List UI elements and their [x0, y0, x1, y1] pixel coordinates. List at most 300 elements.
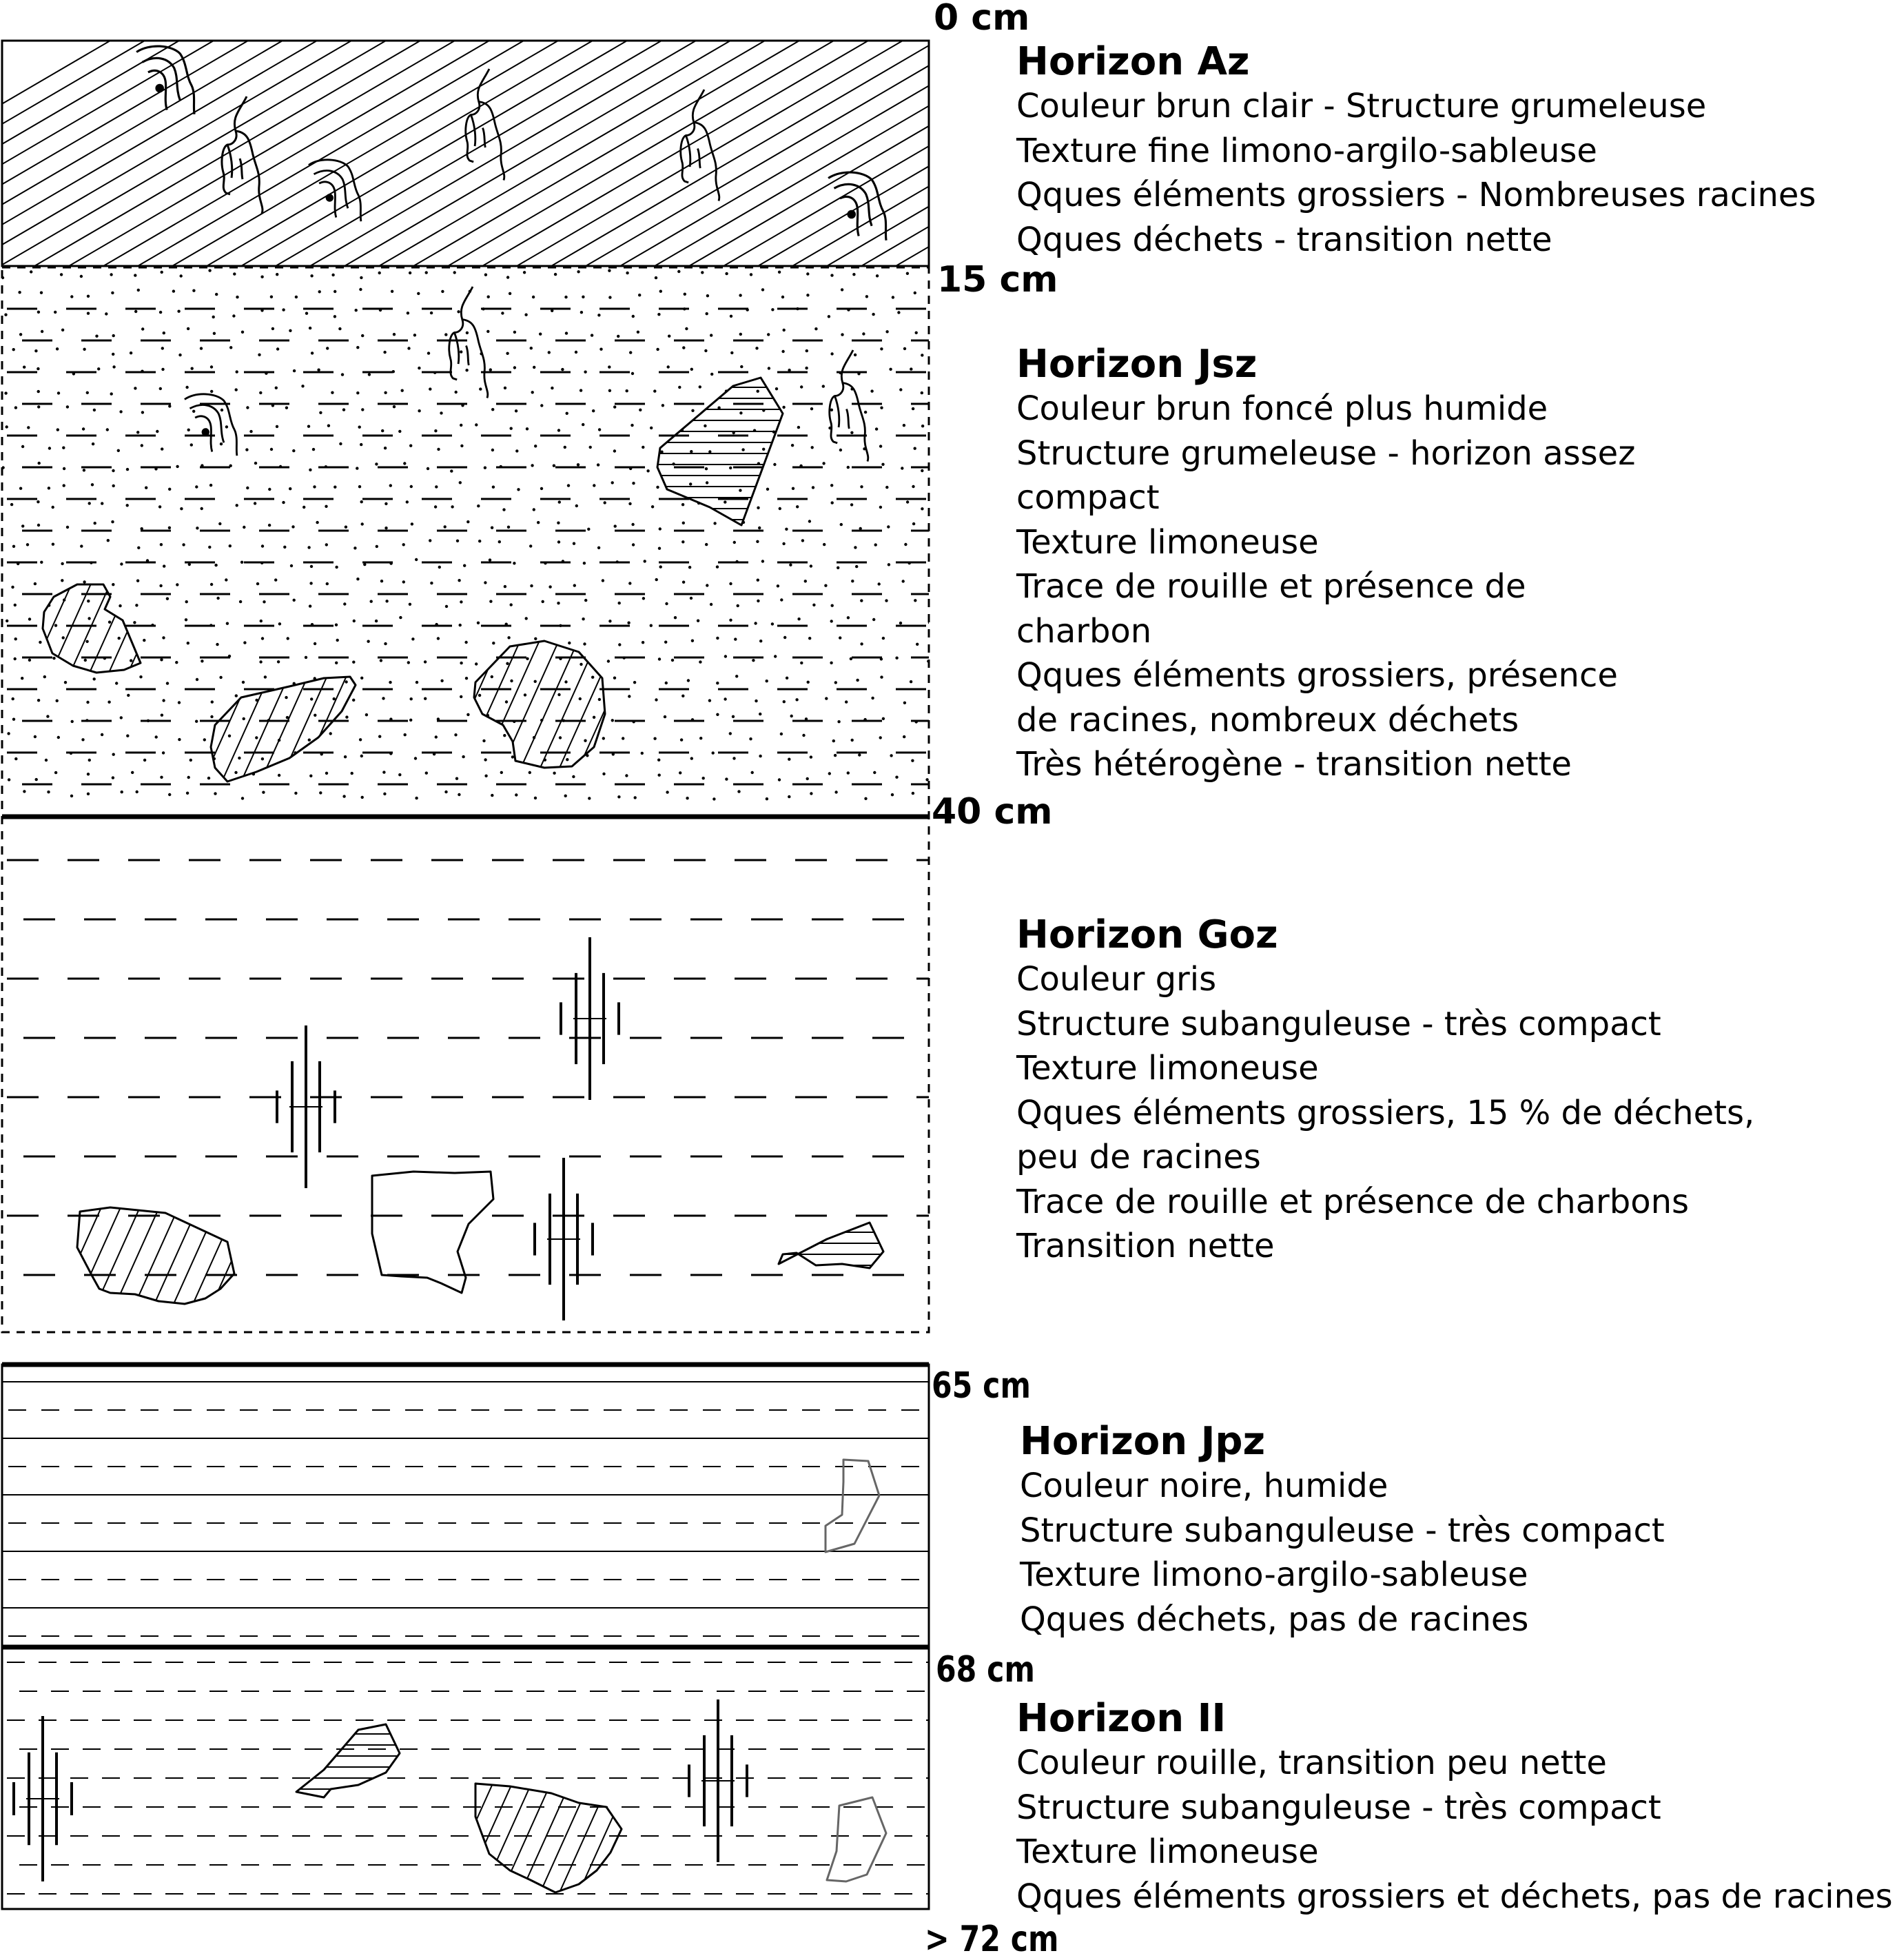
dot [537, 521, 540, 524]
dot [310, 697, 313, 700]
dot [407, 312, 409, 314]
dot [209, 484, 212, 487]
dot [579, 697, 582, 700]
dot [241, 331, 244, 334]
dot [14, 604, 17, 606]
dot [758, 527, 761, 529]
dot [112, 365, 115, 368]
dot [806, 272, 809, 275]
dot [625, 774, 628, 777]
dot [80, 544, 83, 547]
dot [504, 585, 506, 588]
dot [176, 583, 178, 586]
dot [810, 755, 812, 758]
ii-fill [7, 1662, 929, 1894]
horizon-ii-description [1016, 1697, 1893, 1919]
dot [84, 659, 87, 662]
dot [57, 736, 60, 739]
dot [597, 314, 600, 316]
dot [398, 430, 401, 433]
dot [168, 488, 171, 491]
dot [628, 582, 631, 584]
dot [658, 774, 661, 777]
dot [580, 663, 582, 666]
dot [375, 620, 378, 622]
dot [768, 367, 770, 369]
dot [360, 755, 363, 757]
dot [729, 467, 732, 469]
hatch-line [517, 41, 903, 266]
dot [225, 425, 228, 428]
dot [631, 372, 634, 375]
dot [766, 488, 769, 491]
dot [828, 315, 830, 318]
dot [365, 713, 368, 716]
jpz-fill [2, 1382, 929, 1636]
dot [314, 642, 316, 645]
dot [575, 351, 577, 354]
dot [686, 797, 688, 799]
dot [513, 331, 516, 334]
dot [112, 469, 114, 472]
horizon-ii-line: Texture limoneuse [1016, 1833, 1319, 1871]
dot [830, 620, 833, 622]
dot [477, 504, 480, 507]
dot [380, 580, 383, 582]
dot [916, 643, 919, 646]
dot [529, 771, 531, 774]
dot [677, 270, 680, 273]
dot [40, 561, 43, 564]
dot [163, 331, 165, 334]
dot [881, 463, 884, 466]
root-icon [828, 172, 886, 241]
horizon-az-line: Qques déchets - transition nette [1016, 220, 1552, 259]
dot [375, 462, 378, 465]
dot [301, 385, 304, 387]
dot [629, 351, 632, 354]
dot [732, 715, 735, 718]
dot [161, 447, 163, 450]
dot [565, 331, 568, 334]
dot [566, 412, 568, 415]
depth-label-72: > 72 cm [925, 1919, 1059, 1960]
dot [353, 547, 356, 549]
dot [837, 566, 839, 569]
dot [885, 330, 888, 333]
dot [308, 739, 311, 742]
dot [418, 367, 420, 369]
dot [864, 411, 867, 414]
dot [161, 368, 164, 371]
dot [93, 409, 96, 411]
dot [515, 409, 517, 412]
dot [730, 315, 732, 318]
dot [391, 290, 393, 293]
dot [189, 759, 192, 762]
dot [530, 347, 533, 349]
dot [325, 772, 328, 775]
dot [254, 462, 257, 465]
dot [679, 771, 681, 774]
dot [921, 507, 923, 510]
dot [580, 389, 582, 391]
dot [410, 485, 413, 488]
dot [682, 581, 685, 584]
dot [37, 524, 40, 527]
dot [178, 701, 181, 704]
dot [548, 585, 551, 588]
dot [665, 682, 668, 684]
dot [4, 314, 7, 316]
dot [12, 718, 15, 721]
dot [334, 486, 336, 489]
dot [335, 566, 338, 569]
dot [37, 390, 40, 393]
dot [378, 735, 381, 738]
dot [268, 524, 271, 527]
dot [162, 751, 165, 754]
horizon-ii-line: Qques éléments grossiers et déchets, pas de racines [1016, 1877, 1893, 1916]
dot [393, 333, 396, 336]
dot [724, 655, 727, 657]
dot [708, 699, 711, 702]
dot [781, 350, 784, 353]
stone-icon [779, 1223, 883, 1268]
dot [260, 620, 263, 622]
dot [865, 295, 868, 298]
dot [491, 449, 494, 451]
dot [701, 271, 704, 274]
dot [506, 276, 509, 278]
horizon-goz-line: Qques éléments grossiers, 15 % de déchets, [1016, 1093, 1755, 1132]
dot [87, 600, 90, 602]
dot [186, 792, 189, 795]
dot [216, 643, 218, 646]
dot [713, 522, 716, 524]
dot [540, 404, 543, 407]
dot [305, 312, 308, 315]
dot [554, 273, 557, 276]
dot [344, 755, 347, 758]
dot [195, 720, 198, 723]
dot [597, 547, 600, 549]
dot [754, 622, 757, 624]
dot [755, 347, 758, 349]
dot [210, 390, 213, 393]
horizon-jsz-line: charbon [1016, 611, 1152, 651]
dot [407, 661, 410, 664]
dot [83, 580, 85, 583]
dot [342, 795, 345, 797]
dot [567, 484, 570, 487]
dot [557, 429, 560, 431]
dot [587, 528, 590, 531]
dot [887, 525, 890, 528]
dot [460, 445, 463, 447]
dot [425, 271, 428, 274]
dot [797, 617, 800, 620]
dot [795, 698, 798, 701]
depth-label-15: 15 cm [937, 259, 1058, 300]
dot [487, 296, 490, 298]
dot [460, 350, 462, 353]
dot [529, 544, 532, 547]
dot [780, 598, 783, 601]
dot [210, 365, 213, 368]
dot [131, 771, 134, 774]
dot [479, 387, 482, 390]
dot [685, 327, 688, 330]
dot [484, 775, 487, 777]
dot [85, 640, 88, 643]
dot [782, 542, 785, 545]
dot [107, 539, 110, 542]
dot [424, 697, 427, 700]
dot [699, 737, 702, 739]
dot [309, 604, 311, 607]
dot [311, 351, 314, 354]
dot [437, 637, 440, 640]
dot [6, 620, 8, 622]
dot [808, 520, 811, 522]
dot [885, 486, 888, 489]
dot [208, 546, 211, 549]
dot [880, 347, 883, 350]
dot [903, 735, 905, 738]
hatch-line [207, 41, 593, 266]
dot [737, 604, 739, 607]
dot [141, 411, 144, 414]
dot [631, 523, 634, 526]
dot [830, 274, 833, 276]
dot [28, 617, 31, 620]
dot [82, 427, 85, 430]
dot [168, 405, 171, 407]
dot [83, 348, 85, 351]
dot [187, 776, 190, 779]
dot [410, 697, 413, 700]
dot [484, 467, 486, 469]
dot [834, 754, 837, 757]
dot [225, 578, 227, 581]
dot [236, 296, 238, 298]
dot [212, 316, 215, 318]
dot [133, 621, 136, 624]
dot [437, 448, 440, 451]
dot [710, 334, 712, 336]
dot [10, 503, 13, 506]
dot [697, 620, 699, 622]
dot [725, 777, 728, 780]
dot [229, 346, 232, 349]
dot [12, 697, 14, 700]
dot [873, 771, 876, 774]
dot [618, 602, 621, 604]
dot [761, 560, 764, 562]
dot [532, 296, 535, 298]
dot [63, 484, 65, 487]
dot [117, 449, 120, 452]
dot [762, 448, 765, 451]
dot [477, 622, 480, 624]
dot [573, 584, 576, 586]
dot [232, 314, 235, 317]
dot [262, 791, 265, 794]
dot [52, 657, 55, 660]
dot [879, 506, 882, 509]
dot [345, 715, 348, 718]
dot [921, 354, 923, 356]
dot [706, 584, 708, 586]
dot [584, 371, 586, 374]
dot [37, 367, 39, 370]
dot [489, 600, 492, 603]
dot [290, 564, 293, 567]
dot [860, 485, 863, 488]
stone-icon [657, 378, 783, 525]
dot [812, 486, 814, 489]
dot [97, 367, 100, 370]
dot [47, 790, 50, 793]
dot [220, 442, 223, 445]
dot [599, 348, 602, 351]
dot [95, 335, 98, 338]
dot [34, 349, 37, 352]
dot [662, 404, 664, 407]
dot [854, 546, 857, 549]
dot [338, 327, 341, 330]
dot [548, 351, 551, 354]
dot [384, 391, 387, 394]
dot [478, 540, 481, 542]
dot [465, 677, 468, 680]
dot [243, 641, 246, 644]
dot [278, 774, 280, 777]
horizon-goz-line: Couleur gris [1016, 960, 1217, 999]
dot [655, 698, 657, 701]
dot [62, 447, 65, 449]
dot [87, 773, 90, 775]
dot [457, 310, 460, 313]
dot [93, 677, 96, 680]
dot [175, 661, 178, 664]
dot [558, 500, 561, 503]
dot [88, 502, 91, 504]
dot [814, 327, 817, 330]
dot [243, 526, 245, 529]
dot [268, 488, 271, 491]
dot [336, 639, 339, 642]
dot [903, 702, 906, 704]
dot [18, 291, 21, 294]
dot [314, 714, 316, 717]
dot [526, 427, 529, 430]
dot [143, 759, 146, 762]
dot [409, 719, 412, 722]
dot [143, 639, 145, 642]
dot [837, 720, 840, 723]
dot [71, 720, 74, 723]
dot [872, 313, 874, 316]
dot [667, 365, 670, 368]
dot [534, 797, 537, 799]
dot [402, 543, 405, 546]
dot [453, 271, 456, 274]
hatch-line [310, 41, 696, 266]
hatch-line [138, 41, 524, 266]
dot [534, 445, 537, 447]
dot [740, 365, 743, 368]
dot [831, 604, 834, 607]
dot [245, 448, 248, 451]
depth-label-65: 65 cm [932, 1365, 1031, 1407]
dot [360, 500, 363, 503]
dot [61, 579, 63, 582]
depth-label-0: 0 cm [934, 0, 1030, 39]
dot [107, 701, 110, 704]
dot [583, 642, 586, 645]
hatch-line [103, 41, 489, 266]
dot [402, 580, 405, 583]
dot [739, 489, 741, 491]
dot [501, 312, 504, 314]
dot [289, 487, 291, 490]
dot [656, 348, 659, 351]
dot [899, 388, 902, 391]
dot [855, 565, 858, 568]
dot [381, 429, 384, 432]
dot [221, 409, 223, 411]
dot [534, 637, 537, 640]
dot [725, 272, 728, 275]
dot [454, 733, 457, 736]
dot [356, 578, 359, 580]
dot [592, 409, 595, 412]
dot [270, 448, 273, 451]
stone-icon [0, 1207, 371, 1304]
dot [318, 290, 321, 293]
dot [35, 778, 38, 781]
horizon-jpz-line: Structure subanguleuse - très compact [1020, 1511, 1665, 1550]
dot [166, 598, 169, 600]
dot [510, 427, 513, 430]
dot [890, 754, 892, 757]
dot [287, 637, 289, 640]
dot [139, 675, 142, 678]
horizon-az-line: Qques éléments grossiers - Nombreuses racines [1016, 176, 1816, 214]
dot [441, 290, 444, 293]
dot [875, 427, 878, 430]
dot [87, 312, 90, 315]
dot [540, 487, 543, 490]
dot [859, 527, 862, 530]
dot [665, 602, 668, 605]
dot [921, 425, 924, 427]
dot [491, 675, 493, 678]
dot [786, 677, 788, 680]
dot [307, 425, 310, 428]
dot [384, 642, 387, 645]
dot [834, 790, 837, 793]
dot [309, 327, 311, 329]
dot [638, 294, 641, 296]
dot [413, 334, 416, 336]
dot [491, 408, 494, 411]
dot [210, 715, 213, 718]
dot [61, 329, 64, 331]
dot [575, 504, 578, 507]
